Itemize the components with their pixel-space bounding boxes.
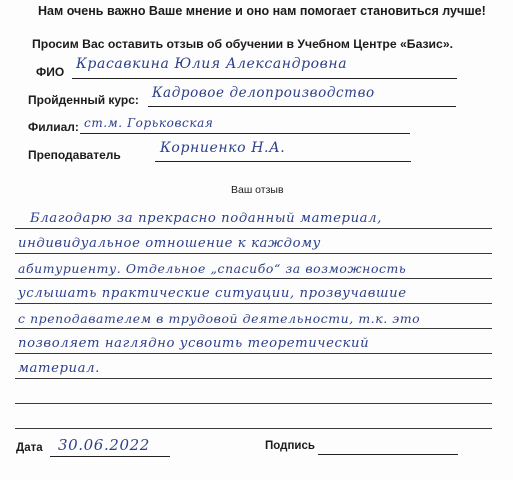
review-line: абитуриенту. Отдельное „спасибо“ за возможность	[18, 261, 407, 276]
form-header: Нам очень важно Ваше мнение и оно нам помогает становиться лучше!	[38, 4, 486, 18]
branch-underline	[80, 133, 410, 134]
teacher-value: Корниенко Н.А.	[160, 140, 286, 156]
fio-label: ФИО	[36, 65, 65, 79]
review-ruled-line	[15, 228, 492, 229]
date-underline	[50, 456, 170, 457]
form-instruction: Просим Вас оставить отзыв об обучении в Учебном Центре «Базис».	[32, 37, 453, 51]
review-line: материал.	[18, 361, 100, 376]
review-ruled-line	[15, 328, 492, 329]
review-line: Благодарю за прекрасно поданный материал,	[30, 211, 382, 226]
course-underline	[148, 106, 456, 107]
teacher-underline	[155, 161, 411, 162]
branch-value: ст.м. Горьковская	[84, 116, 214, 130]
signature-underline	[318, 454, 458, 455]
course-label: Пройденный курс:	[28, 93, 139, 107]
review-ruled-line	[15, 303, 492, 304]
fio-value: Красавкина Юлия Александровна	[76, 56, 348, 72]
review-ruled-line	[15, 378, 492, 379]
review-ruled-line	[15, 353, 492, 354]
fio-underline	[72, 78, 457, 79]
review-ruled-line	[15, 403, 492, 404]
date-label: Дата	[16, 442, 43, 454]
date-value: 30.06.2022	[58, 436, 150, 454]
review-ruled-line	[15, 278, 492, 279]
teacher-label: Преподаватель	[28, 148, 121, 162]
review-line: позволяет наглядно усвоить теоретический	[18, 336, 370, 351]
review-ruled-line	[15, 253, 492, 254]
review-title: Ваш отзыв	[231, 184, 284, 196]
review-line: индивидуальное отношение к каждому	[18, 236, 321, 251]
branch-label: Филиал:	[28, 120, 79, 134]
course-value: Кадровое делопроизводство	[152, 85, 375, 101]
review-line: с преподавателем в трудовой деятельности, т.к. это	[18, 311, 421, 326]
signature-label: Подпись	[265, 440, 315, 452]
review-line: услышать практические ситуации, прозвучавшие	[18, 286, 407, 301]
review-ruled-line	[15, 428, 492, 429]
